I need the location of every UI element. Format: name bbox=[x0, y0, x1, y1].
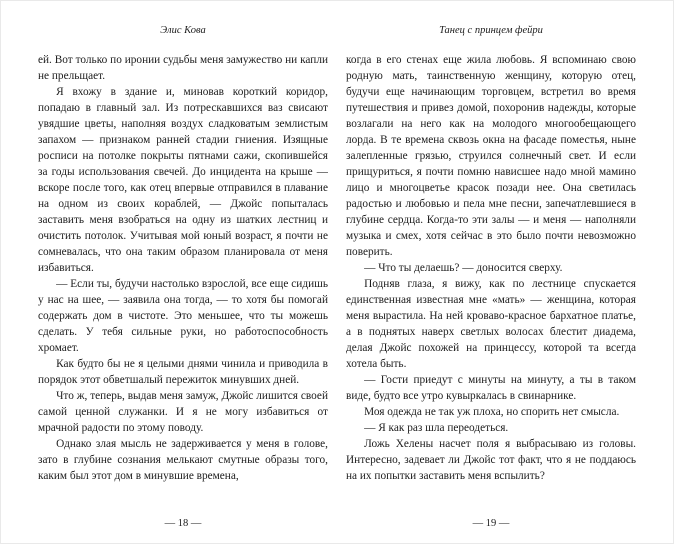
running-header-author: Элис Кова bbox=[160, 25, 206, 36]
paragraph: Я вхожу в здание и, миновав короткий коридор, попадаю в главный зал. Из потрескавшихся ваз свисают увядшие цветы, наполняя воздух сладковатым землистым запахом — признаком ранней стадии гниения. Изящные росписи на потолке покрыты пятнами сажи, скопившейся за годы использования свечей. До инцидента на крыше — вскоре после того, как отец впервые отправился в плавание на одном из своих кораблей, — Джойс попыталась заставить меня взобраться на одну из шатких лестниц и очистить потолок. Учитывая мой юный возраст, я почти не сомневалась, что она таким образом планировала от меня избавиться. bbox=[38, 86, 328, 274]
paragraph: — Если ты, будучи настолько взрослой, все еще сидишь у нас на шее, — заявила она тогда, — то хотя бы помогай содержать дом в чистоте. Это меньшее, что ты можешь сделать. У тебя сильные руки, но работоспособность хромает. bbox=[38, 278, 328, 354]
page-right bbox=[337, 0, 674, 544]
running-header-title: Танец с принцем фейри bbox=[439, 25, 543, 36]
paragraph: — Гости приедут с минуты на минуту, а ты в таком виде, будто все утро кувыркалась в свинарнике. bbox=[346, 374, 636, 402]
paragraph: Моя одежда не так уж плоха, но спорить нет смысла. bbox=[364, 406, 620, 418]
paragraph: когда в его стенах еще жила любовь. Я вспоминаю свою родную мать, таинственную женщину, которую отец, будучи еще начинающим торговцем, встретил во время путешествия и привез домой, похоронив надежды, которые возлагали на него как на молодого многообещающего лорда. В те времена сквозь окна на фасаде поместья, ныне залепленные грязью, струился солнечный свет. И если прищуриться, я почти помню нависшее надо мной мамино лицо и многоцветье красок позади нее. Она светилась радостью и любовью и пела мне песни, запечатлевшиеся в глубине сердца. Когда-то эти залы — и меня — наполняли музыка и смех, хотя сейчас в это было почти невозможно поверить. bbox=[346, 54, 636, 258]
page-left-text bbox=[38, 52, 328, 509]
page-number-left: — 18 — bbox=[164, 518, 202, 529]
page-number-right: — 19 — bbox=[472, 518, 510, 529]
paragraph: — Я как раз шла переодеться. bbox=[364, 422, 509, 434]
paragraph: Однако злая мысль не задерживается у меня в голове, зато в глубине сознания мелькают смутные образы того, каким был этот дом в минувшие времена, bbox=[38, 438, 328, 482]
paragraph: ей. Вот только по иронии судьбы меня замужество ни капли не прельщает. bbox=[38, 54, 328, 82]
page-right-text bbox=[346, 52, 636, 509]
paragraph: Что ж, теперь, выдав меня замуж, Джойс лишится своей самой ценной служанки. И я не могу избавиться от мрачной радости по этому поводу. bbox=[38, 390, 328, 434]
paragraph: Подняв глаза, я вижу, как по лестнице спускается единственная известная мне «мать» — женщина, которая меня вырастила. На ней кроваво-красное бархатное платье, а в поднятых наверх светлых волосах блестит диадема, делая Джойс похожей на принцессу, которой та всегда хотела быть. bbox=[346, 278, 636, 370]
paragraph: Ложь Хелены насчет поля я выбрасываю из головы. Интересно, задевает ли Джойс тот факт, что я не поддаюсь на их попытки заставить меня вспылить? bbox=[346, 438, 636, 482]
paragraph: Как будто бы не я целыми днями чинила и приводила в порядок этот обветшалый пережиток минувших дней. bbox=[38, 358, 328, 386]
paragraph: — Что ты делаешь? — доносится сверху. bbox=[364, 262, 563, 274]
